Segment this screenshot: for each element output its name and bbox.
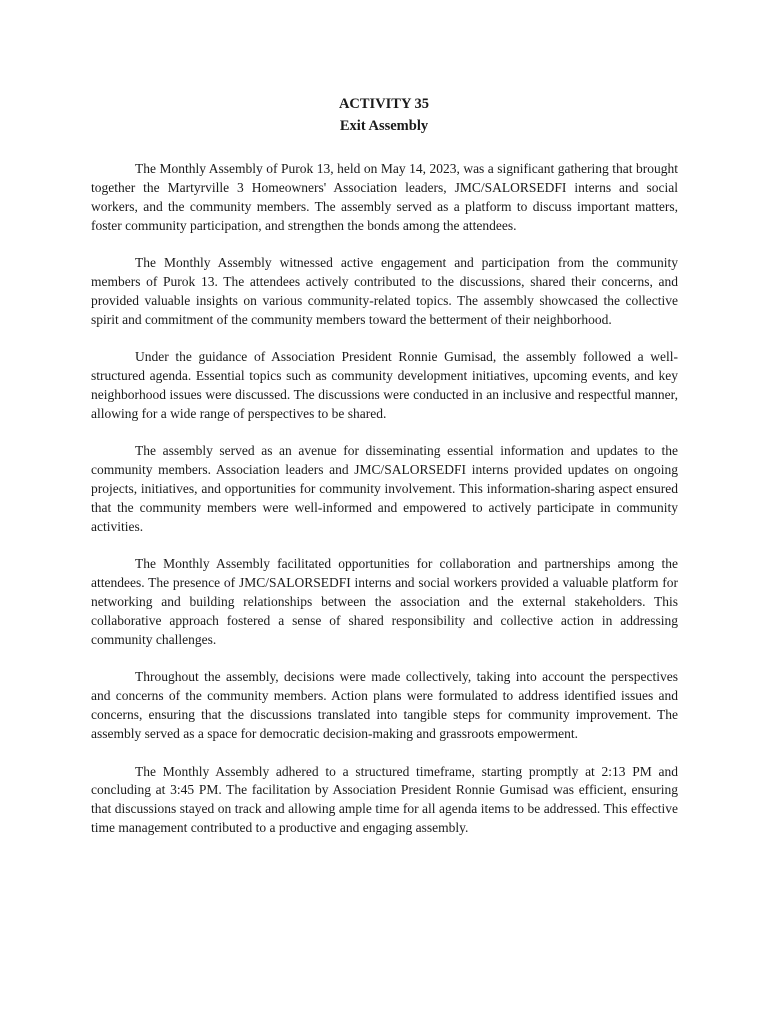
paragraph: The Monthly Assembly of Purok 13, held on May 14, 2023, was a significant gathering that brought together the Martyrville 3 Homeowners' Association leaders, JMC/SALORSEDFI interns and social workers, and the community members. The assembly served as a platform to discuss important matters, foster community participation, and strengthen the bonds among the attendees.: [91, 161, 678, 233]
paragraph: The Monthly Assembly adhered to a structured timeframe, starting promptly at 2:13 PM and concluding at 3:45 PM. The facilitation by Association President Ronnie Gumisad was efficient, ensuring that discussions stayed on track and allowing ample time for all agenda items to be addressed. This effective time management contributed to a productive and engaging assembly.: [91, 763, 678, 836]
title-block: [0, 93, 768, 137]
paragraph: The Monthly Assembly facilitated opportunities for collaboration and partnerships among the attendees. The presence of JMC/SALORSEDFI interns and social workers provided a valuable platform for networking and building relationships between the association and the external stakeholders. This collaborative approach fostered a sense of shared responsibility and collective action in addressing community challenges.: [91, 556, 678, 648]
document-subtitle: Exit Assembly: [339, 118, 429, 134]
paragraph: Under the guidance of Association President Ronnie Gumisad, the assembly followed a well-structured agenda. Essential topics such as community development initiatives, upcoming events, and key neighborhood issues were discussed. The discussions were conducted in an inclusive and respectful manner, allowing for a wide range of perspectives to be shared.: [91, 349, 678, 421]
paragraph: Throughout the assembly, decisions were made collectively, taking into account the perspectives and concerns of the community members. Action plans were formulated to address identified issues and concerns, ensuring that the discussions translated into tangible steps for community improvement. The assembly served as a space for democratic decision-making and grassroots empowerment.: [91, 669, 678, 742]
document-body: [91, 160, 678, 857]
paragraph: The assembly served as an avenue for disseminating essential information and updates to the community members. Association leaders and JMC/SALORSEDFI interns provided updates on ongoing projects, initiatives, and opportunities for community involvement. This information-sharing aspect ensured that the community members were well-informed and empowered to actively participate in community activities.: [91, 443, 678, 534]
document-title: ACTIVITY 35: [338, 96, 430, 112]
paragraph: The Monthly Assembly witnessed active engagement and participation from the community members of Purok 13. The attendees actively contributed to the discussions, shared their concerns, and provided valuable insights on various community-related topics. The assembly showcased the collective spirit and commitment of the community members toward the betterment of their neighborhood.: [91, 255, 678, 327]
